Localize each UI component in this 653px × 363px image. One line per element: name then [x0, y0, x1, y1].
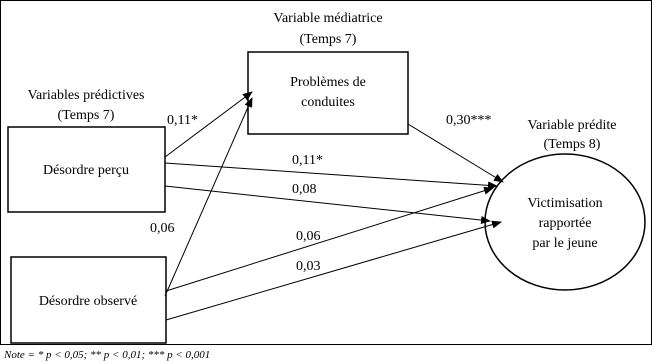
mediator-box-line2: conduites	[301, 95, 355, 110]
predictors-header-line1: Variables prédictives	[27, 88, 145, 103]
outcome-line1: Victimisation	[527, 196, 603, 211]
coef-mediator-to-outcome: 0,30***	[446, 113, 492, 128]
coef-observed-to-outcome-a: 0,06	[296, 229, 321, 244]
outcome-header-line1: Variable prédite	[527, 118, 617, 133]
coef-perceived-to-outcome-b: 0,08	[292, 182, 317, 197]
observed-disorder-label: Désordre observé	[38, 294, 138, 309]
perceived-disorder-label: Désordre perçu	[43, 163, 129, 178]
outcome-line2: rapportée	[538, 216, 592, 231]
mediator-header-line2: (Temps 7)	[299, 32, 357, 47]
outcome-line3: par le jeune	[532, 236, 598, 251]
coef-observed-to-outcome-b: 0,03	[296, 259, 321, 274]
mediator-header-line1: Variable médiatrice	[273, 11, 383, 26]
arrow-mediator-to-outcome	[408, 124, 503, 182]
arrow-observed-to-outcome-b	[166, 222, 501, 320]
coef-perceived-to-mediator: 0,11*	[167, 113, 198, 128]
significance-note: Note = * p < 0,05; ** p < 0,01; *** p < 0,001	[4, 349, 211, 361]
predictors-header-line2: (Temps 7)	[57, 108, 115, 123]
arrow-perceived-to-outcome-b	[165, 186, 490, 221]
mediator-box	[248, 52, 408, 134]
coef-observed-to-mediator: 0,06	[150, 221, 175, 236]
coef-perceived-to-outcome-a: 0,11*	[292, 153, 323, 168]
outcome-header-line2: (Temps 8)	[543, 137, 601, 152]
mediator-box-line1: Problèmes de	[290, 75, 366, 90]
